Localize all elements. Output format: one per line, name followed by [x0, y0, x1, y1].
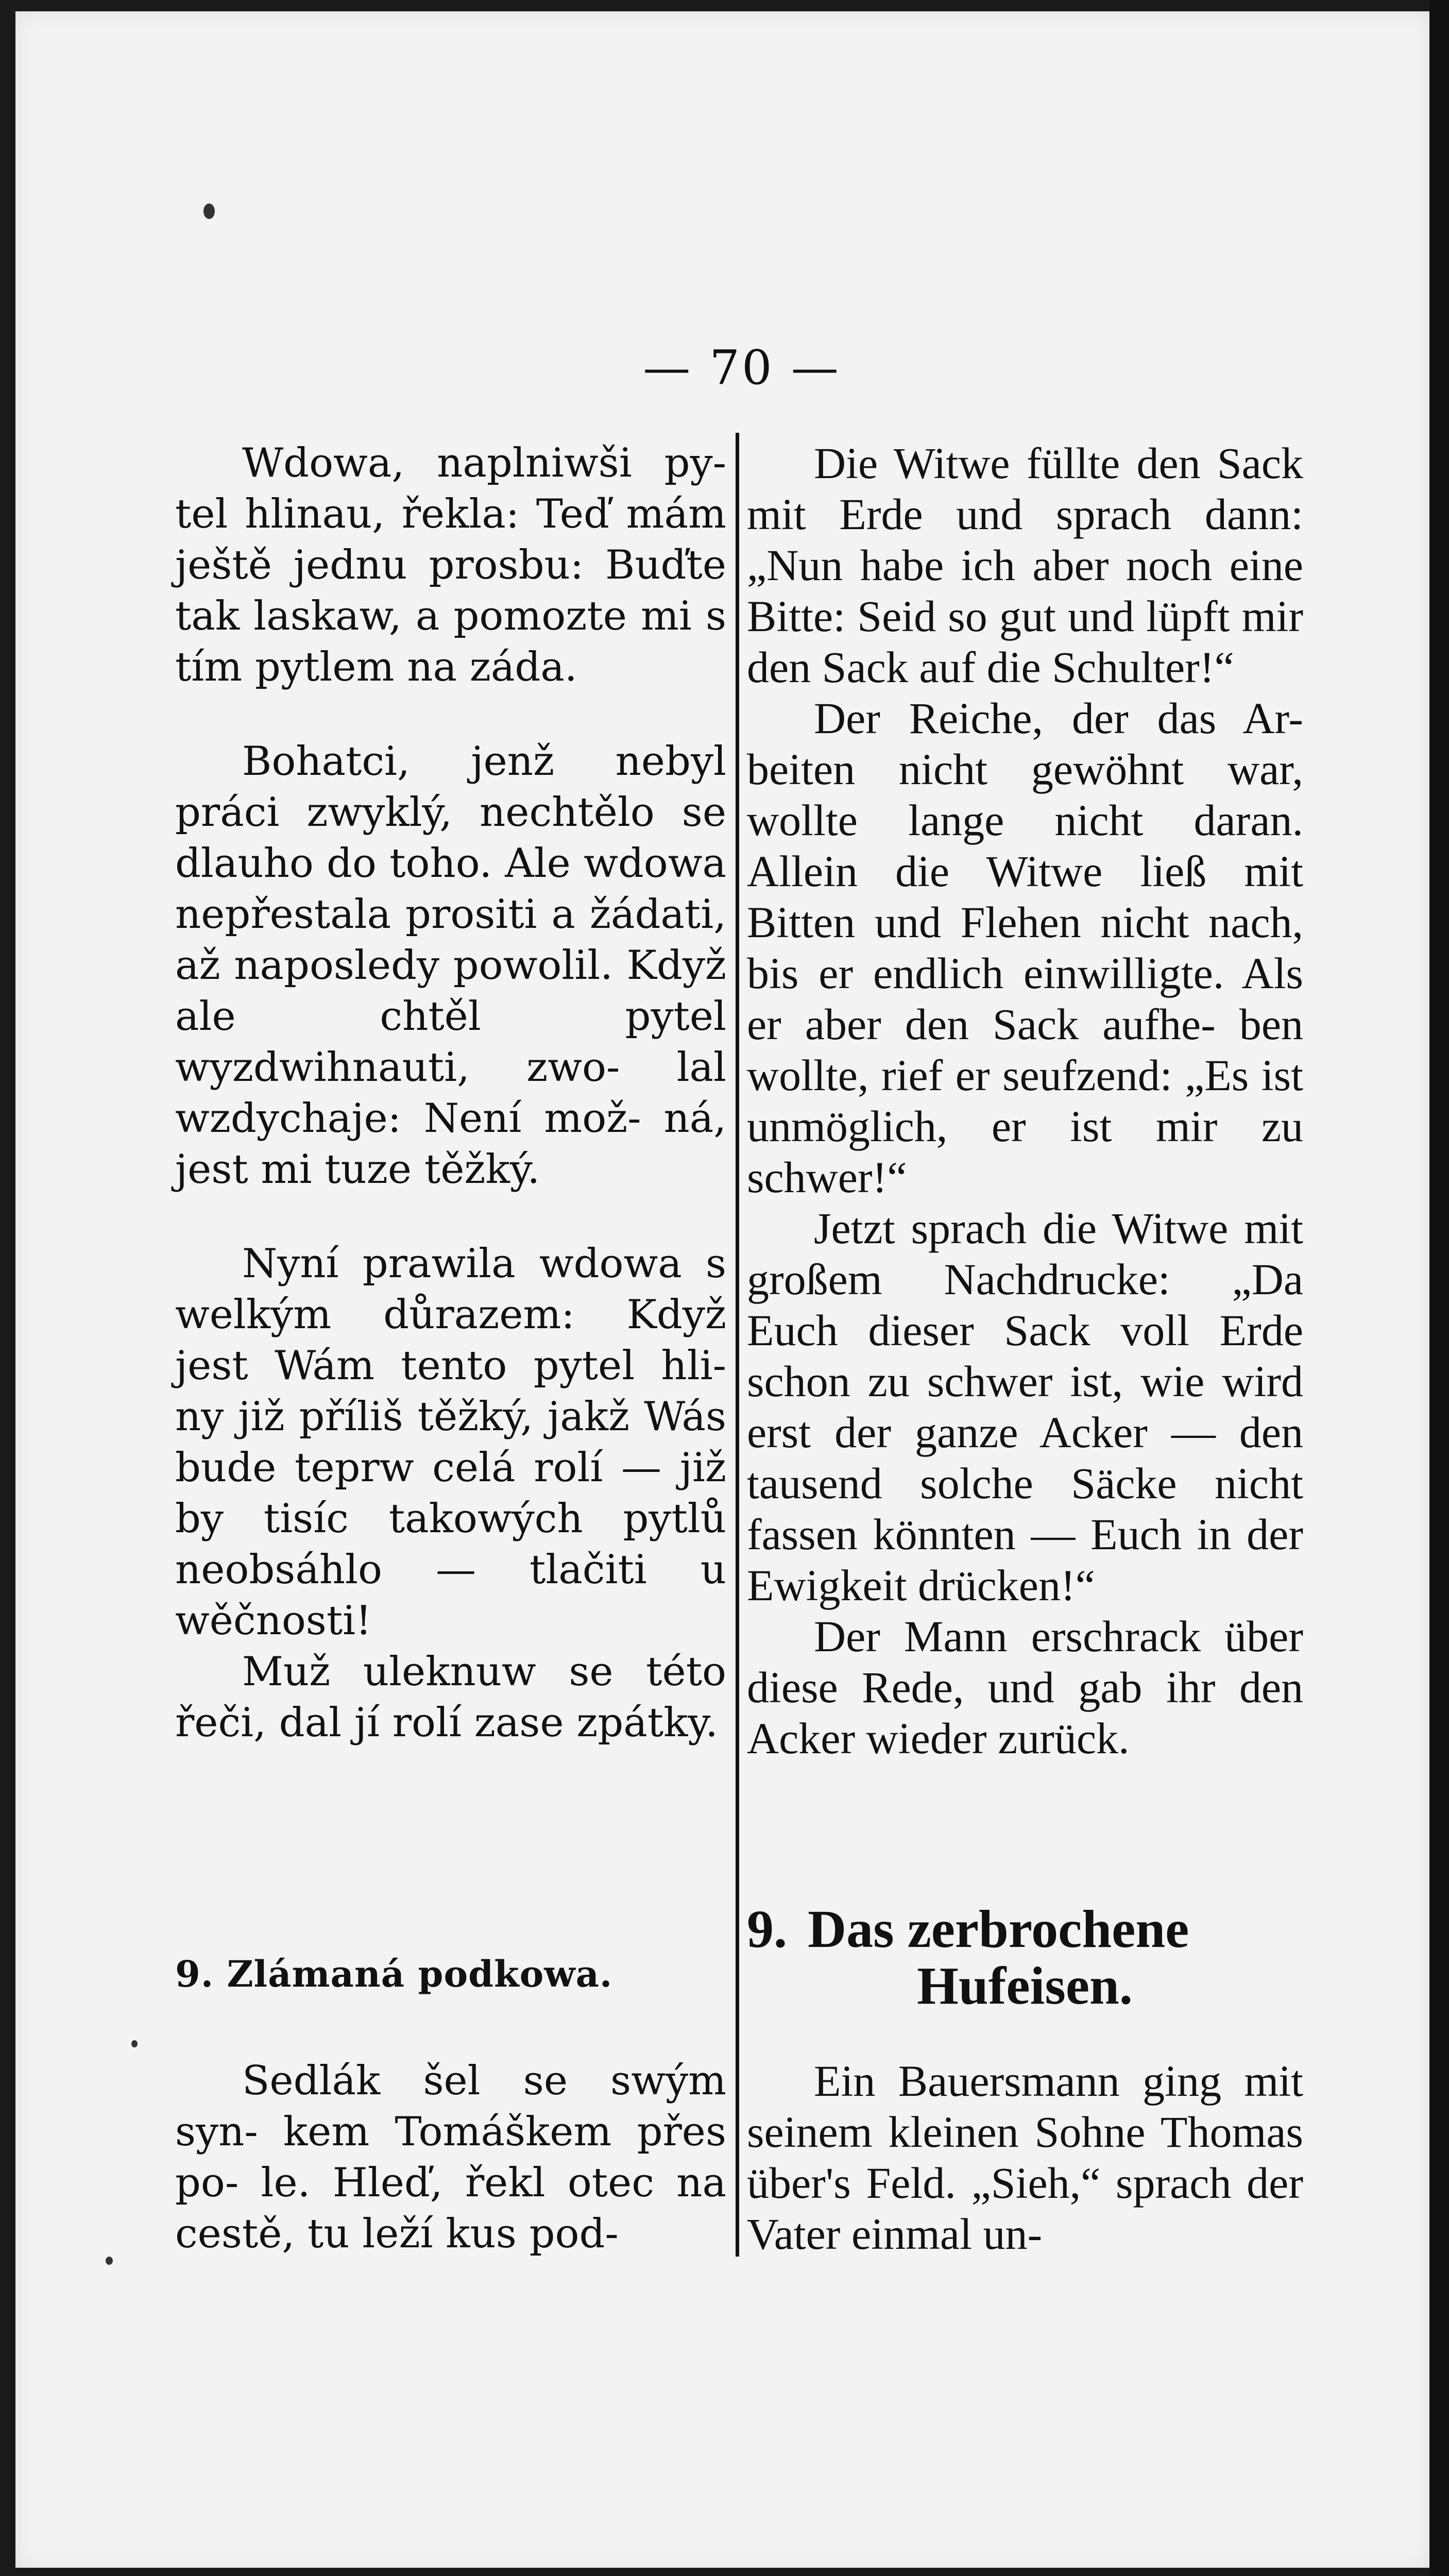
ink-speck	[106, 2257, 113, 2265]
german-heading-number: 9.	[747, 1900, 787, 1959]
german-heading-line2: Hufeisen.	[917, 1956, 1133, 2015]
czech-paragraph: Wdowa, naplniwši py- tel hlinau, řekla: Teď mám ještě jednu prosbu: Buďte tak laskaw, a pomozte mi s tím pytlem na záda.	[175, 440, 726, 690]
czech-column	[175, 438, 726, 1749]
page-number: — 70 —	[643, 340, 841, 395]
german-column	[747, 438, 1303, 1764]
german-paragraph: Die Witwe füllte den Sack mit Erde und sprach dann: „Nun habe ich aber noch eine Bitte: Seid so gut und lüpft mir den Sack auf die Schulter!“	[747, 438, 1303, 692]
german-paragraph: Ein Bauersmann ging mit seinem kleinen Sohne Thomas über's Feld. „Sieh,“ sprach der Vater einmal un-	[747, 2056, 1303, 2259]
german-section-heading	[747, 1901, 1303, 2014]
czech-column-continued	[175, 2056, 726, 2260]
czech-paragraph: Bohatci, jenž nebyl práci zwyklý, nechtělo se dlauho do toho. Ale wdowa nepřestala prositi a žádati, až naposledy powolil. Když ale chtěl pytel wyzdwihnauti, zwo- lal wzdychaje: Není mož- ná, jest mi tuze těžký.	[175, 738, 726, 1193]
czech-paragraph: Nyní prawila wdowa s welkým důrazem: Když jest Wám tento pytel hli- ny již příliš těžký, jakž Wás bude teprw celá rolí — již by tisíc takowých pytlů neobsáhlo — tlačiti u wěčnosti!	[175, 1241, 726, 1644]
german-paragraph: Der Reiche, der das Ar- beiten nicht gewöhnt war, wollte lange nicht daran. Allein die Witwe ließ mit Bitten und Flehen nicht nach, bis er endlich einwilligte. Als er aber den Sack aufhe- ben wollte, rief er seufzend: „Es ist unmöglich, er ist mir zu schwer!“	[747, 693, 1303, 1202]
german-paragraph: Jetzt sprach die Witwe mit großem Nachdrucke: „Da Euch dieser Sack voll Erde schon zu schwer ist, wie wird erst der ganze Acker — den tausend solche Säcke nicht fassen könnten — Euch in der Ewigkeit drücken!“	[747, 1204, 1303, 1610]
german-heading-line1: Das zerbrochene	[808, 1900, 1189, 1959]
ink-speck	[203, 204, 215, 219]
column-divider	[736, 433, 739, 2257]
czech-paragraph: Sedlák šel se swým syn- kem Tomáškem přes po- le. Hleď, řekl otec na cestě, tu leží kus pod-	[175, 2058, 726, 2257]
german-column-continued	[747, 2056, 1303, 2260]
czech-section-heading: 9. Zlámaná podkowa.	[175, 1953, 613, 1995]
ink-speck	[131, 2040, 138, 2047]
czech-paragraph: Muž uleknuw se této řeči, dal jí rolí zase zpátky.	[175, 1649, 726, 1746]
page-edge-shadow	[1429, 0, 1449, 2576]
german-paragraph: Der Mann erschrack über diese Rede, und gab ihr den Acker wieder zurück.	[747, 1612, 1303, 1763]
